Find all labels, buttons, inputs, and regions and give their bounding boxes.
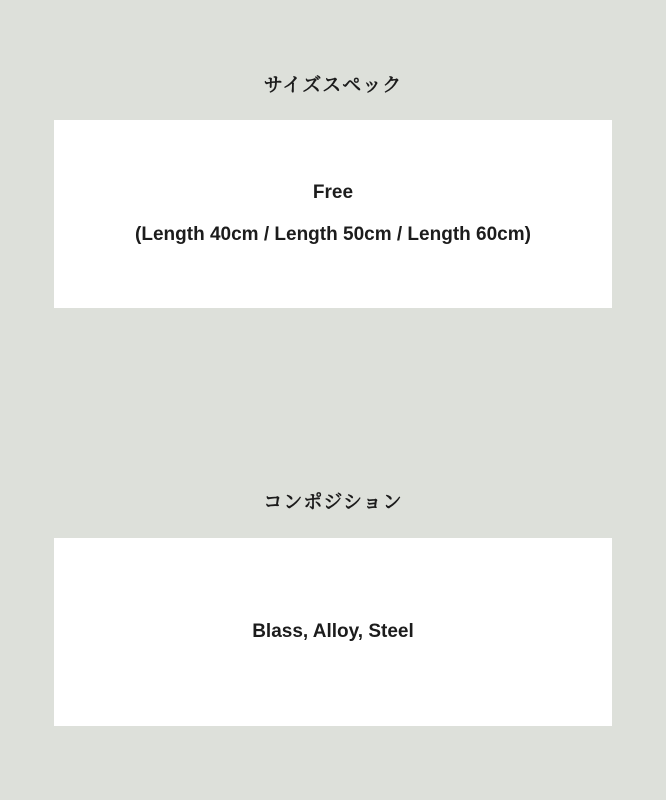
size-spec-primary-value: Free <box>312 182 354 203</box>
size-spec-panel <box>54 120 612 308</box>
composition-section <box>0 487 666 726</box>
size-spec-section <box>0 70 666 308</box>
composition-heading: コンポジション <box>263 492 403 513</box>
composition-value: Blass, Alloy, Steel <box>252 621 414 642</box>
size-spec-detail-value: (Length 40cm / Length 50cm / Length 60cm) <box>135 224 531 245</box>
size-spec-heading: サイズスペック <box>263 75 403 96</box>
composition-panel <box>54 538 612 726</box>
